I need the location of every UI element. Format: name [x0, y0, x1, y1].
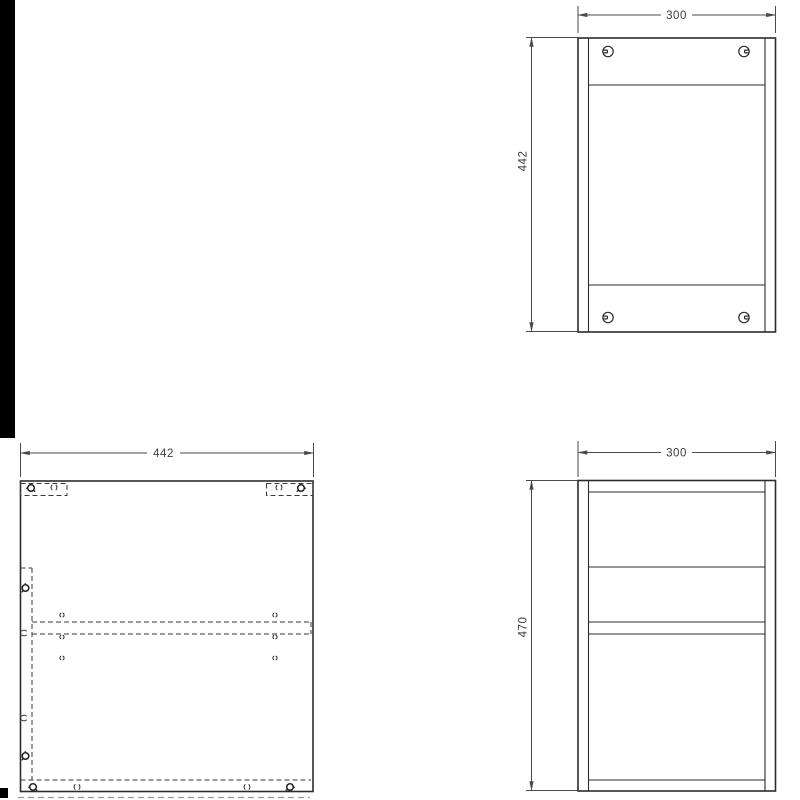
side-height-dimension [526, 481, 578, 791]
bottom-left-clipped-black-mark [0, 788, 8, 798]
cam-lock-screw-icon [603, 312, 613, 322]
side-height-label-group [516, 611, 530, 644]
side-height-dimension-label: 470 [517, 616, 530, 638]
side-view [516, 441, 776, 791]
front-view-outline [578, 38, 776, 332]
plan-width-dimension-label: 442 [153, 448, 174, 460]
side-width-dimension-label: 300 [666, 447, 687, 460]
front-height-dimension-label: 442 [517, 150, 530, 172]
cam-lock-screw-icon [739, 312, 749, 322]
front-view [516, 6, 776, 332]
front-height-label-group [516, 145, 530, 178]
side-view-outline [578, 481, 776, 792]
front-width-dimension-label: 300 [666, 10, 687, 22]
cam-lock-screw-icon [603, 46, 613, 56]
plan-view [21, 443, 314, 792]
cam-lock-screw-icon [739, 46, 749, 56]
front-height-dimension [526, 38, 578, 332]
left-edge-clipped-black-band [0, 0, 15, 438]
